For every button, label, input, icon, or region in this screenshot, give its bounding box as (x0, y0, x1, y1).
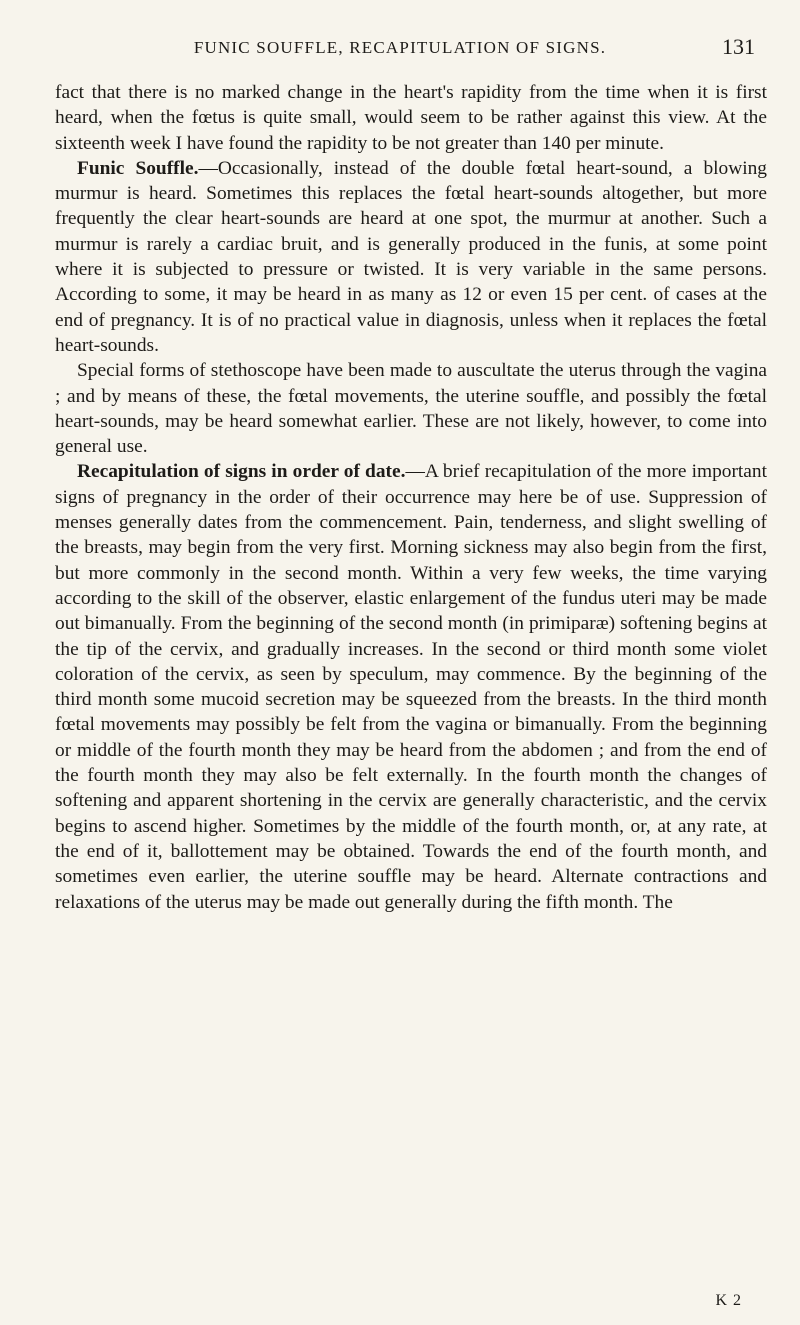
section-heading: Funic Souffle. (77, 157, 199, 179)
body-text (55, 80, 767, 915)
page-number: 131 (722, 34, 755, 59)
running-title: FUNIC SOUFFLE, RECAPITULATION OF SIGNS. (193, 38, 607, 57)
signature-mark: K 2 (715, 1292, 742, 1309)
paragraph-text: —Occasionally, instead of the double fœtal heart-sound, a blowing murmur is heard. Sometimes this replaces the fœtal heart-sounds altogether, but more frequently the clear heart-sounds are heard at one spot, the murmur at another. Such a murmur is rarely a cardiac bruit, and is generally produced in the funis, at some point where it is subjected to pressure or twisted. It is very variable in the same persons. According to some, it may be heard in as many as 12 or even 15 per cent. of cases at the end of pregnancy. It is of no practical value in diagnosis, unless when it replaces the fœtal heart-sounds. (55, 157, 767, 356)
section-heading: Recapitulation of signs in order of date. (77, 461, 406, 483)
paragraph (55, 156, 767, 358)
paragraph (55, 80, 767, 156)
paragraph-text: —A brief recapitulation of the more important signs of pregnancy in the order of their occurrence may here be of use. Suppression of menses generally dates from the commencement. Pain, tenderness, and slight swelling of the breasts, may begin from the very first. Morning sickness may also begin from the first, but more commonly in the second month. Within a very few weeks, the time varying according to the skill of the observer, elastic enlargement of the fundus uteri may be made out bimanually. From the beginning of the second month (in primiparæ) softening begins at the tip of the cervix, and gradually increases. In the second or third month some violet coloration of the cervix, as seen by speculum, may commence. By the beginning of the third month some mucoid secretion may be squeezed from the breasts. In the third month fœtal movements may possibly be felt from the vagina or bimanually. From the beginning or middle of the fourth month they may be heard from the abdomen ; and from the end of the fourth month they may also be felt externally. In the fourth month the changes of softening and apparent shortening in the cervix are generally characteristic, and the cervix begins to ascend higher. Sometimes by the middle of the fourth month, or, at any rate, at the end of it, ballottement may be obtained. Towards the end of the fourth month, and sometimes even earlier, the uterine souffle may be heard. Alternate contractions and relaxations of the uterus may be made out generally during the fifth month. The (55, 461, 767, 913)
paragraph-text: fact that there is no marked change in the heart's rapidity from the time when it is first heard, when the fœtus is quite small, would seem to be rather against this view. At the sixteenth week I have found the rapidity to be not greater than 140 per minute. (55, 82, 767, 154)
running-header (0, 34, 800, 64)
paragraph-text: Special forms of stethoscope have been made to auscultate the uterus through the vagina ; and by means of these, the fœtal movements, the uterine souffle, and possibly the fœtal heart-sounds, may be heard somewhat earlier. These are not likely, however, to come into general use. (55, 360, 767, 458)
paragraph (55, 459, 767, 914)
paragraph (55, 358, 767, 459)
